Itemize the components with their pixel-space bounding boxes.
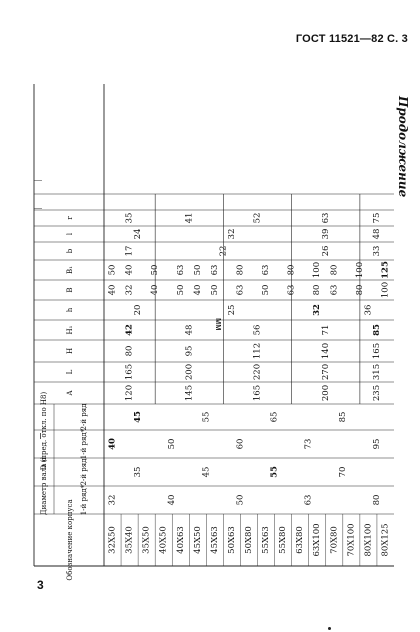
table-cell: 80 — [354, 284, 365, 296]
table-cell: 55 — [201, 411, 212, 423]
table-cell: 140 — [320, 342, 331, 360]
table-cell: 48 — [184, 324, 195, 336]
designation-cell: 40Х50 — [158, 526, 169, 554]
table-cell: 315 — [371, 363, 382, 381]
designation-cell: 63Х100 — [312, 523, 323, 557]
table-cell: 270 — [320, 363, 331, 381]
table-cell: 45 — [201, 466, 212, 478]
table-cell: 55 — [269, 466, 280, 478]
table-cell: 63 — [320, 212, 331, 224]
table-cell: 50 — [150, 264, 161, 276]
table-cell: 200 — [320, 384, 331, 402]
table-cell: 63 — [175, 264, 186, 276]
table-cell: 40 — [192, 284, 203, 296]
header-L: L — [66, 369, 74, 375]
table-cell: 80 — [286, 264, 297, 276]
designation-cell: 32Х50 — [107, 526, 118, 554]
table-cell: 36 — [363, 304, 374, 316]
designation-cell: 55Х80 — [278, 526, 289, 554]
designation-cell: 45Х63 — [209, 526, 220, 554]
designation-cell: 50Х80 — [244, 526, 254, 554]
header-D-row1: 1-й ряд* — [80, 428, 88, 460]
table-cell: 50 — [107, 264, 118, 276]
header-l: l — [66, 232, 74, 236]
designation-cell: 40Х63 — [175, 526, 186, 554]
table-cell: 52 — [252, 212, 263, 224]
header-d-row2: 2-й ряд — [80, 458, 88, 486]
designation-cell: 70Х80 — [329, 526, 340, 554]
table-cell: 165 — [124, 363, 135, 381]
table-cell: 40 — [150, 284, 161, 296]
table-cell: 145 — [184, 384, 195, 402]
table-cell: 100 — [380, 281, 391, 299]
designation-cell: 50Х63 — [226, 526, 237, 554]
table-cell: 35 — [133, 466, 144, 478]
table-cell: 120 — [124, 384, 135, 402]
table-cell: 112 — [252, 342, 263, 360]
table-cell: 40 — [107, 284, 118, 296]
table-cell: 70 — [337, 466, 348, 478]
table-cell: 80 — [235, 264, 246, 276]
table-cell: 48 — [371, 228, 382, 240]
table-cell: 32 — [124, 284, 135, 296]
table-cell: 40 — [167, 494, 178, 506]
table-cell: 73 — [303, 438, 314, 450]
table-cell: 63 — [286, 284, 297, 296]
header-H1: H₁ — [66, 325, 74, 335]
table-cell: 25 — [226, 304, 237, 316]
table-cell: 63 — [303, 494, 314, 506]
table-cell: 17 — [124, 245, 135, 257]
designation-cell: 63Х80 — [295, 526, 306, 554]
table-cell: 50 — [209, 284, 220, 296]
header-D-row2: 2-й ряд — [80, 403, 88, 431]
table-cell: 41 — [184, 212, 195, 224]
table-cell: 50 — [175, 284, 186, 296]
table-cell: 65 — [269, 411, 280, 423]
table-cell: 42 — [124, 324, 135, 336]
table-cell: 85 — [337, 411, 348, 423]
table-cell: 40 — [107, 438, 118, 450]
table-cell: 33 — [371, 245, 382, 257]
table-cell: 235 — [371, 384, 382, 402]
designation-cell: 80Х100 — [363, 523, 374, 557]
table-cell: 22 — [218, 245, 229, 257]
designation-cell: 55Х63 — [261, 526, 272, 554]
table-cell: 71 — [320, 324, 331, 336]
table-cell: 60 — [235, 438, 246, 450]
table-cell: 50 — [235, 494, 246, 506]
table-cell: 165 — [252, 384, 263, 402]
table-cell: 63 — [261, 264, 272, 276]
table-cell: 35 — [124, 212, 135, 224]
table-cell: 165 — [371, 342, 382, 360]
designation-cell: 70Х100 — [346, 523, 357, 557]
table-cell: 24 — [133, 228, 144, 240]
header-B1: B₁ — [66, 266, 74, 274]
table-cell: 32 — [226, 228, 237, 240]
table-cell: 80 — [312, 284, 323, 296]
header-B: B — [66, 287, 74, 293]
table-cell: 50 — [261, 284, 272, 296]
table-cell: 40 — [124, 264, 135, 276]
page-number: 3 — [37, 578, 44, 592]
table-cell: 100 — [312, 261, 323, 279]
table-cell: 50 — [167, 438, 178, 450]
table-cell: 50 — [192, 264, 203, 276]
table-cell: 80 — [371, 494, 382, 506]
header-A: A — [66, 390, 74, 396]
table-cell: 26 — [320, 245, 331, 257]
units-label: мм — [214, 318, 224, 331]
table-cell: 32 — [312, 304, 323, 316]
header-H: H — [66, 347, 74, 355]
designation-cell: 45Х50 — [192, 526, 203, 554]
designation-cell: 35Х50 — [141, 526, 152, 554]
designation-cell: 80Х125 — [380, 523, 391, 557]
table-cell: 125 — [380, 261, 391, 279]
table-cell: 95 — [184, 345, 195, 357]
header-b: b — [66, 248, 74, 254]
table-cell: 75 — [371, 212, 382, 224]
table-cell: 56 — [252, 324, 263, 336]
table-cell: 32 — [107, 494, 118, 506]
table-cell: 220 — [252, 363, 263, 381]
table-cell: 200 — [184, 363, 195, 381]
table-cell: 63 — [329, 284, 340, 296]
table-cell: 100 — [354, 261, 365, 279]
table-cell: 63 — [235, 284, 246, 296]
header-r: r — [66, 216, 74, 220]
header-designation: Обозначение корпуса — [66, 499, 74, 581]
header-h: h — [66, 307, 74, 313]
table-cell: 20 — [133, 304, 144, 316]
gost-header: ГОСТ 11521—82 С. 3 — [295, 33, 408, 45]
header-d-row1: 1-й ряд* — [80, 484, 88, 516]
table-cell: 39 — [320, 228, 331, 240]
designation-cell: 35Х40 — [124, 526, 135, 554]
header-D-group: D (пред. откл. по H8) — [40, 391, 48, 471]
table-cell: 63 — [209, 264, 220, 276]
continuation-label: Продолжение — [396, 96, 410, 198]
table-cell: 85 — [371, 324, 382, 336]
header-shaft-diameter: Диаметр вала d — [40, 456, 48, 516]
table-cell: 95 — [371, 438, 382, 450]
table-cell: 80 — [124, 345, 135, 357]
table-cell: 45 — [133, 411, 144, 423]
table-cell: 80 — [329, 264, 340, 276]
